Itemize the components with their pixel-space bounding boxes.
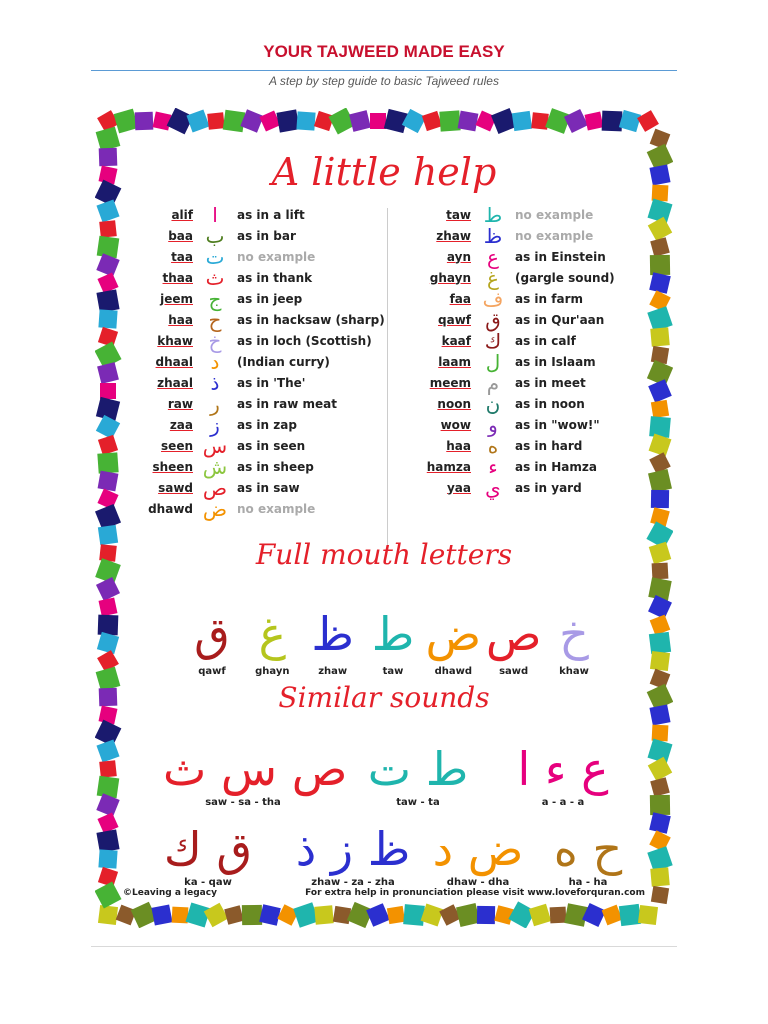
pronunciation-example: as in 'The' [237, 375, 306, 390]
similar-arabic: ص س ث [163, 742, 348, 796]
pronunciation-example: no example [237, 249, 316, 264]
letter-row-sawd [123, 477, 385, 498]
letter-name: khaw [157, 333, 193, 348]
border-tile [387, 906, 405, 924]
letter-row-meem [393, 372, 645, 393]
arabic-letter: ط [371, 607, 415, 661]
pronunciation-example: (gargle sound) [515, 270, 615, 285]
border-tile [100, 383, 116, 399]
similar-arabic: ط ت [367, 742, 469, 796]
border-tile [151, 904, 172, 925]
border-tile [314, 905, 334, 925]
border-tile [96, 739, 119, 762]
border-tile [649, 416, 671, 438]
arabic-letter: ق [485, 307, 501, 332]
pronunciation-example: as in seen [237, 438, 306, 453]
letter-row-alif [123, 204, 385, 225]
arabic-letter: ع [487, 244, 499, 269]
border-tile [637, 110, 659, 132]
letter-name: qawf [438, 312, 471, 327]
letter-row-wow [393, 414, 645, 435]
letter-name: sheen [152, 459, 193, 474]
arabic-letter: ص [485, 607, 542, 661]
border-tile [96, 415, 120, 439]
letter-row-seen [123, 435, 385, 456]
pronunciation-example: as in bar [237, 228, 296, 243]
border-tile [97, 236, 120, 259]
border-tile [512, 111, 532, 131]
arabic-letter: ض [425, 607, 482, 661]
border-tile [649, 812, 671, 834]
similar-arabic: ق ك [163, 822, 253, 876]
border-tile [224, 905, 244, 925]
pronunciation-example: as in calf [515, 333, 576, 348]
letter-label: sawd [499, 666, 529, 677]
letter-row-raw [123, 393, 385, 414]
arabic-letter: ه [487, 433, 499, 458]
border-tile [96, 289, 119, 312]
pronunciation-example: as in a lift [237, 207, 305, 222]
arabic-letter: م [486, 370, 500, 395]
border-tile [649, 632, 671, 654]
border-tile [135, 112, 154, 131]
border-tile [96, 127, 121, 152]
border-tile [153, 112, 172, 131]
similar-label: ka - qaw [184, 877, 232, 888]
arabic-letter: خ [208, 328, 222, 353]
letter-row-zhaw [393, 225, 645, 246]
border-tile [96, 577, 120, 601]
border-tile [95, 881, 122, 908]
border-tile [477, 906, 495, 924]
document-title: YOUR TAJWEED MADE EASY [263, 42, 505, 61]
border-tile [186, 109, 209, 132]
arabic-letter: ح [208, 307, 222, 332]
letter-row-yaa [393, 477, 645, 498]
arabic-letter: ج [208, 286, 222, 311]
border-tile [204, 903, 228, 927]
letter-name: thaa [162, 270, 193, 285]
similar-label: ha - ha [568, 877, 608, 888]
arabic-letter: ن [485, 391, 501, 416]
border-tile [529, 904, 551, 926]
arabic-letter: ض [202, 496, 228, 521]
arabic-letter: ز [210, 412, 220, 437]
letter-name: ghayn [429, 270, 471, 285]
border-tile [648, 217, 672, 241]
arabic-letter: ث [205, 265, 225, 290]
border-tile [98, 471, 119, 492]
border-tile [98, 905, 118, 925]
arabic-letter: ي [485, 475, 501, 500]
border-tile [638, 905, 658, 925]
pronunciation-example: (Indian curry) [237, 354, 330, 369]
similar-label: saw - sa - tha [205, 797, 281, 808]
letter-row-haa [393, 435, 645, 456]
border-tile [99, 688, 118, 707]
letter-name: hamza [426, 459, 471, 474]
letter-row-dhawd [123, 498, 385, 519]
letter-label: taw [382, 666, 404, 677]
pronunciation-example: as in Qur'aan [515, 312, 605, 327]
border-tile [564, 109, 588, 133]
letter-name: taa [171, 249, 193, 264]
similar-label: taw - ta [396, 797, 440, 808]
arabic-letter: خ [559, 607, 589, 661]
border-tile [402, 109, 426, 133]
border-tile [99, 598, 118, 617]
border-tile [96, 199, 119, 222]
letter-name: ayn [446, 249, 471, 264]
full-mouth-letters [183, 606, 603, 677]
border-tile [439, 110, 460, 131]
full-mouth-khaw [545, 606, 603, 677]
border-tile [349, 110, 371, 132]
arabic-letter: غ [487, 265, 499, 290]
letter-row-qawf [393, 309, 645, 330]
border-tile [98, 309, 117, 328]
letter-name: zaa [169, 417, 193, 432]
similar-group-ha-ha [538, 821, 638, 888]
pronunciation-example: as in meet [515, 375, 586, 390]
border-tile [651, 490, 669, 508]
pronunciation-example: no example [515, 228, 594, 243]
border-tile [650, 777, 670, 797]
letter-name: taw [446, 207, 471, 222]
letter-label: dhawd [434, 666, 473, 677]
arabic-letter: ك [484, 328, 502, 353]
letter-label: zhaw [318, 666, 348, 677]
pronunciation-example: as in thank [237, 270, 313, 285]
letter-row-hamza [393, 456, 645, 477]
letter-row-zhaal [123, 372, 385, 393]
border-tile [651, 886, 669, 904]
arabic-letter: ت [205, 244, 225, 269]
border-tile [648, 469, 672, 493]
border-tile [96, 667, 121, 692]
pronunciation-example: no example [515, 207, 594, 222]
border-tile [648, 379, 672, 403]
pronunciation-example: as in saw [237, 480, 300, 495]
border-tile [293, 902, 318, 927]
arabic-letter: ء [488, 454, 498, 479]
border-tile [458, 111, 479, 132]
border-tile [652, 563, 669, 580]
pronunciation-example: as in zap [237, 417, 297, 432]
letter-row-noon [393, 393, 645, 414]
letter-name: seen [161, 438, 193, 453]
pronunciation-example: as in Islaam [515, 354, 596, 369]
credit-text: ©Leaving a legacy [123, 888, 217, 898]
tajweed-poster [95, 108, 673, 928]
arabic-letter: ذ [210, 370, 220, 395]
arabic-letter: د [210, 349, 220, 374]
arabic-letter: ص [202, 475, 228, 500]
similar-group-ka-qaw [153, 821, 263, 888]
footer-divider [91, 946, 677, 947]
letter-name: sawd [158, 480, 193, 495]
similar-group-saw-sa-tha [163, 741, 348, 808]
border-tile [650, 327, 670, 347]
letter-name: zhaal [157, 375, 193, 390]
letter-name: laam [438, 354, 471, 369]
full-mouth-qawf [183, 606, 241, 677]
border-tile [651, 400, 669, 418]
letter-row-kaaf [393, 330, 645, 351]
letter-name: dhaal [155, 354, 193, 369]
pronunciation-example: as in raw meat [237, 396, 338, 411]
border-tile [370, 113, 386, 129]
letter-name: faa [449, 291, 471, 306]
poster-content [123, 136, 645, 900]
heading-full-mouth: Full mouth letters [255, 538, 513, 571]
border-tile [649, 704, 670, 725]
arabic-letter: ظ [483, 223, 503, 248]
border-tile [422, 111, 442, 131]
heading-similar-sounds: Similar sounds [278, 681, 490, 714]
letter-name: dhawd [148, 501, 193, 516]
full-mouth-dhawd [424, 606, 482, 677]
similar-group-zhaw-za-zha [288, 821, 418, 888]
full-mouth-ghayn [243, 606, 301, 677]
border-tile [585, 112, 604, 131]
border-tile [114, 109, 139, 134]
border-tile [550, 907, 567, 924]
letter-name: jeem [160, 291, 193, 306]
column-divider [387, 208, 388, 546]
border-tile [650, 795, 670, 815]
border-tile [96, 829, 119, 852]
border-tile [207, 112, 225, 130]
arabic-letter: ظ [311, 607, 354, 661]
document-subtitle: A step by step guide to basic Tajweed rules [269, 74, 499, 88]
letter-name: haa [168, 312, 193, 327]
border-tile [98, 435, 118, 455]
border-tile [647, 846, 672, 871]
letter-row-haa [123, 309, 385, 330]
pronunciation-example: as in Hamza [515, 459, 597, 474]
similar-group-dhaw-dha [423, 821, 533, 888]
similar-label: a - a - a [541, 797, 585, 808]
border-tile [242, 905, 262, 925]
border-tile [650, 651, 670, 671]
similar-arabic: ع ء ا [517, 742, 609, 796]
border-tile [649, 272, 671, 294]
website-note: For extra help in pronunciation please visit www.loveforquran.com [305, 888, 645, 898]
arabic-letter: ش [202, 454, 228, 479]
arabic-letter: غ [258, 607, 287, 661]
pronunciation-example: as in Einstein [515, 249, 606, 264]
arabic-letter: ل [485, 349, 501, 374]
border-tile [647, 306, 672, 331]
arabic-letter: ا [212, 202, 218, 227]
letter-row-jeem [123, 288, 385, 309]
border-tile [97, 776, 120, 799]
border-tile [98, 525, 118, 545]
pronunciation-example: as in hard [515, 438, 583, 453]
pronunciation-example: as in "wow!" [515, 417, 600, 432]
border-tile [99, 706, 118, 725]
arabic-letter: ق [194, 607, 230, 661]
full-mouth-zhaw [304, 606, 362, 677]
letter-name: wow [440, 417, 471, 432]
alphabet-right-column [393, 204, 645, 498]
border-tile [99, 148, 118, 167]
letter-row-ayn [393, 246, 645, 267]
border-tile [99, 220, 117, 238]
pronunciation-example: as in hacksaw (sharp) [237, 312, 385, 327]
border-tile [582, 903, 606, 927]
letter-name: yaa [446, 480, 471, 495]
border-tile [99, 166, 118, 185]
border-tile [456, 903, 480, 927]
border-tile [99, 760, 117, 778]
arabic-letter: ط [483, 202, 503, 227]
full-mouth-sawd [485, 606, 543, 677]
letter-row-laam [393, 351, 645, 372]
border-tile [650, 237, 670, 257]
pronunciation-example: as in yard [515, 480, 582, 495]
pronunciation-example: as in jeep [237, 291, 303, 306]
pronunciation-example: as in farm [515, 291, 583, 306]
border-tile [97, 452, 118, 473]
pronunciation-example: as in loch (Scottish) [237, 333, 372, 348]
border-tile [98, 615, 119, 636]
arabic-letter: ب [205, 223, 225, 248]
border-tile [649, 542, 671, 564]
pronunciation-example: as in sheep [237, 459, 314, 474]
border-tile [648, 595, 672, 619]
letter-name: haa [446, 438, 471, 453]
border-tile [223, 110, 246, 133]
letter-name: kaaf [441, 333, 471, 348]
letter-row-taw [393, 204, 645, 225]
border-tile [366, 903, 390, 927]
arabic-letter: ر [210, 391, 220, 416]
letter-row-taa [123, 246, 385, 267]
border-tile [649, 164, 670, 185]
letter-row-dhaal [123, 351, 385, 372]
arabic-letter: ف [482, 286, 504, 311]
border-tile [648, 757, 672, 781]
border-tile [651, 346, 669, 364]
letter-name: meem [429, 375, 471, 390]
similar-arabic: ح ه [553, 822, 623, 876]
border-tile [650, 867, 670, 887]
letter-row-khaw [123, 330, 385, 351]
letter-row-thaa [123, 267, 385, 288]
letter-name: alif [171, 207, 193, 222]
title-divider [91, 70, 677, 71]
border-tile [98, 849, 117, 868]
letter-name: baa [168, 228, 193, 243]
similar-arabic: ظ ز ذ [295, 822, 411, 876]
alphabet-left-column [123, 204, 385, 519]
border-tile [259, 904, 281, 926]
border-tile [97, 362, 119, 384]
border-tile [602, 111, 623, 132]
similar-label: dhaw - dha [446, 877, 510, 888]
heading-little-help: A little help [271, 150, 497, 194]
similar-arabic: ض د [432, 822, 524, 876]
arabic-letter: و [488, 412, 498, 437]
letter-label: khaw [559, 666, 589, 677]
letter-label: qawf [198, 666, 226, 677]
border-tile [650, 255, 670, 275]
letter-name: noon [437, 396, 471, 411]
border-tile [403, 904, 425, 926]
border-tile [296, 111, 315, 130]
letter-label: ghayn [255, 666, 290, 677]
pronunciation-example: as in noon [515, 396, 585, 411]
letter-name: raw [167, 396, 193, 411]
letter-row-ghayn [393, 267, 645, 288]
similar-group-taw-ta [363, 741, 473, 808]
letter-row-zaa [123, 414, 385, 435]
border-tile [276, 109, 299, 132]
similar-label: zhaw - za - zha [311, 877, 395, 888]
full-mouth-taw [364, 606, 422, 677]
letter-row-faa [393, 288, 645, 309]
border-tile [619, 904, 641, 926]
pronunciation-example: no example [237, 501, 316, 516]
border-tile [333, 906, 351, 924]
letter-name: zhaw [436, 228, 471, 243]
letter-row-sheen [123, 456, 385, 477]
letter-row-baa [123, 225, 385, 246]
arabic-letter: س [202, 433, 228, 458]
similar-group-a-a-a [508, 741, 618, 808]
